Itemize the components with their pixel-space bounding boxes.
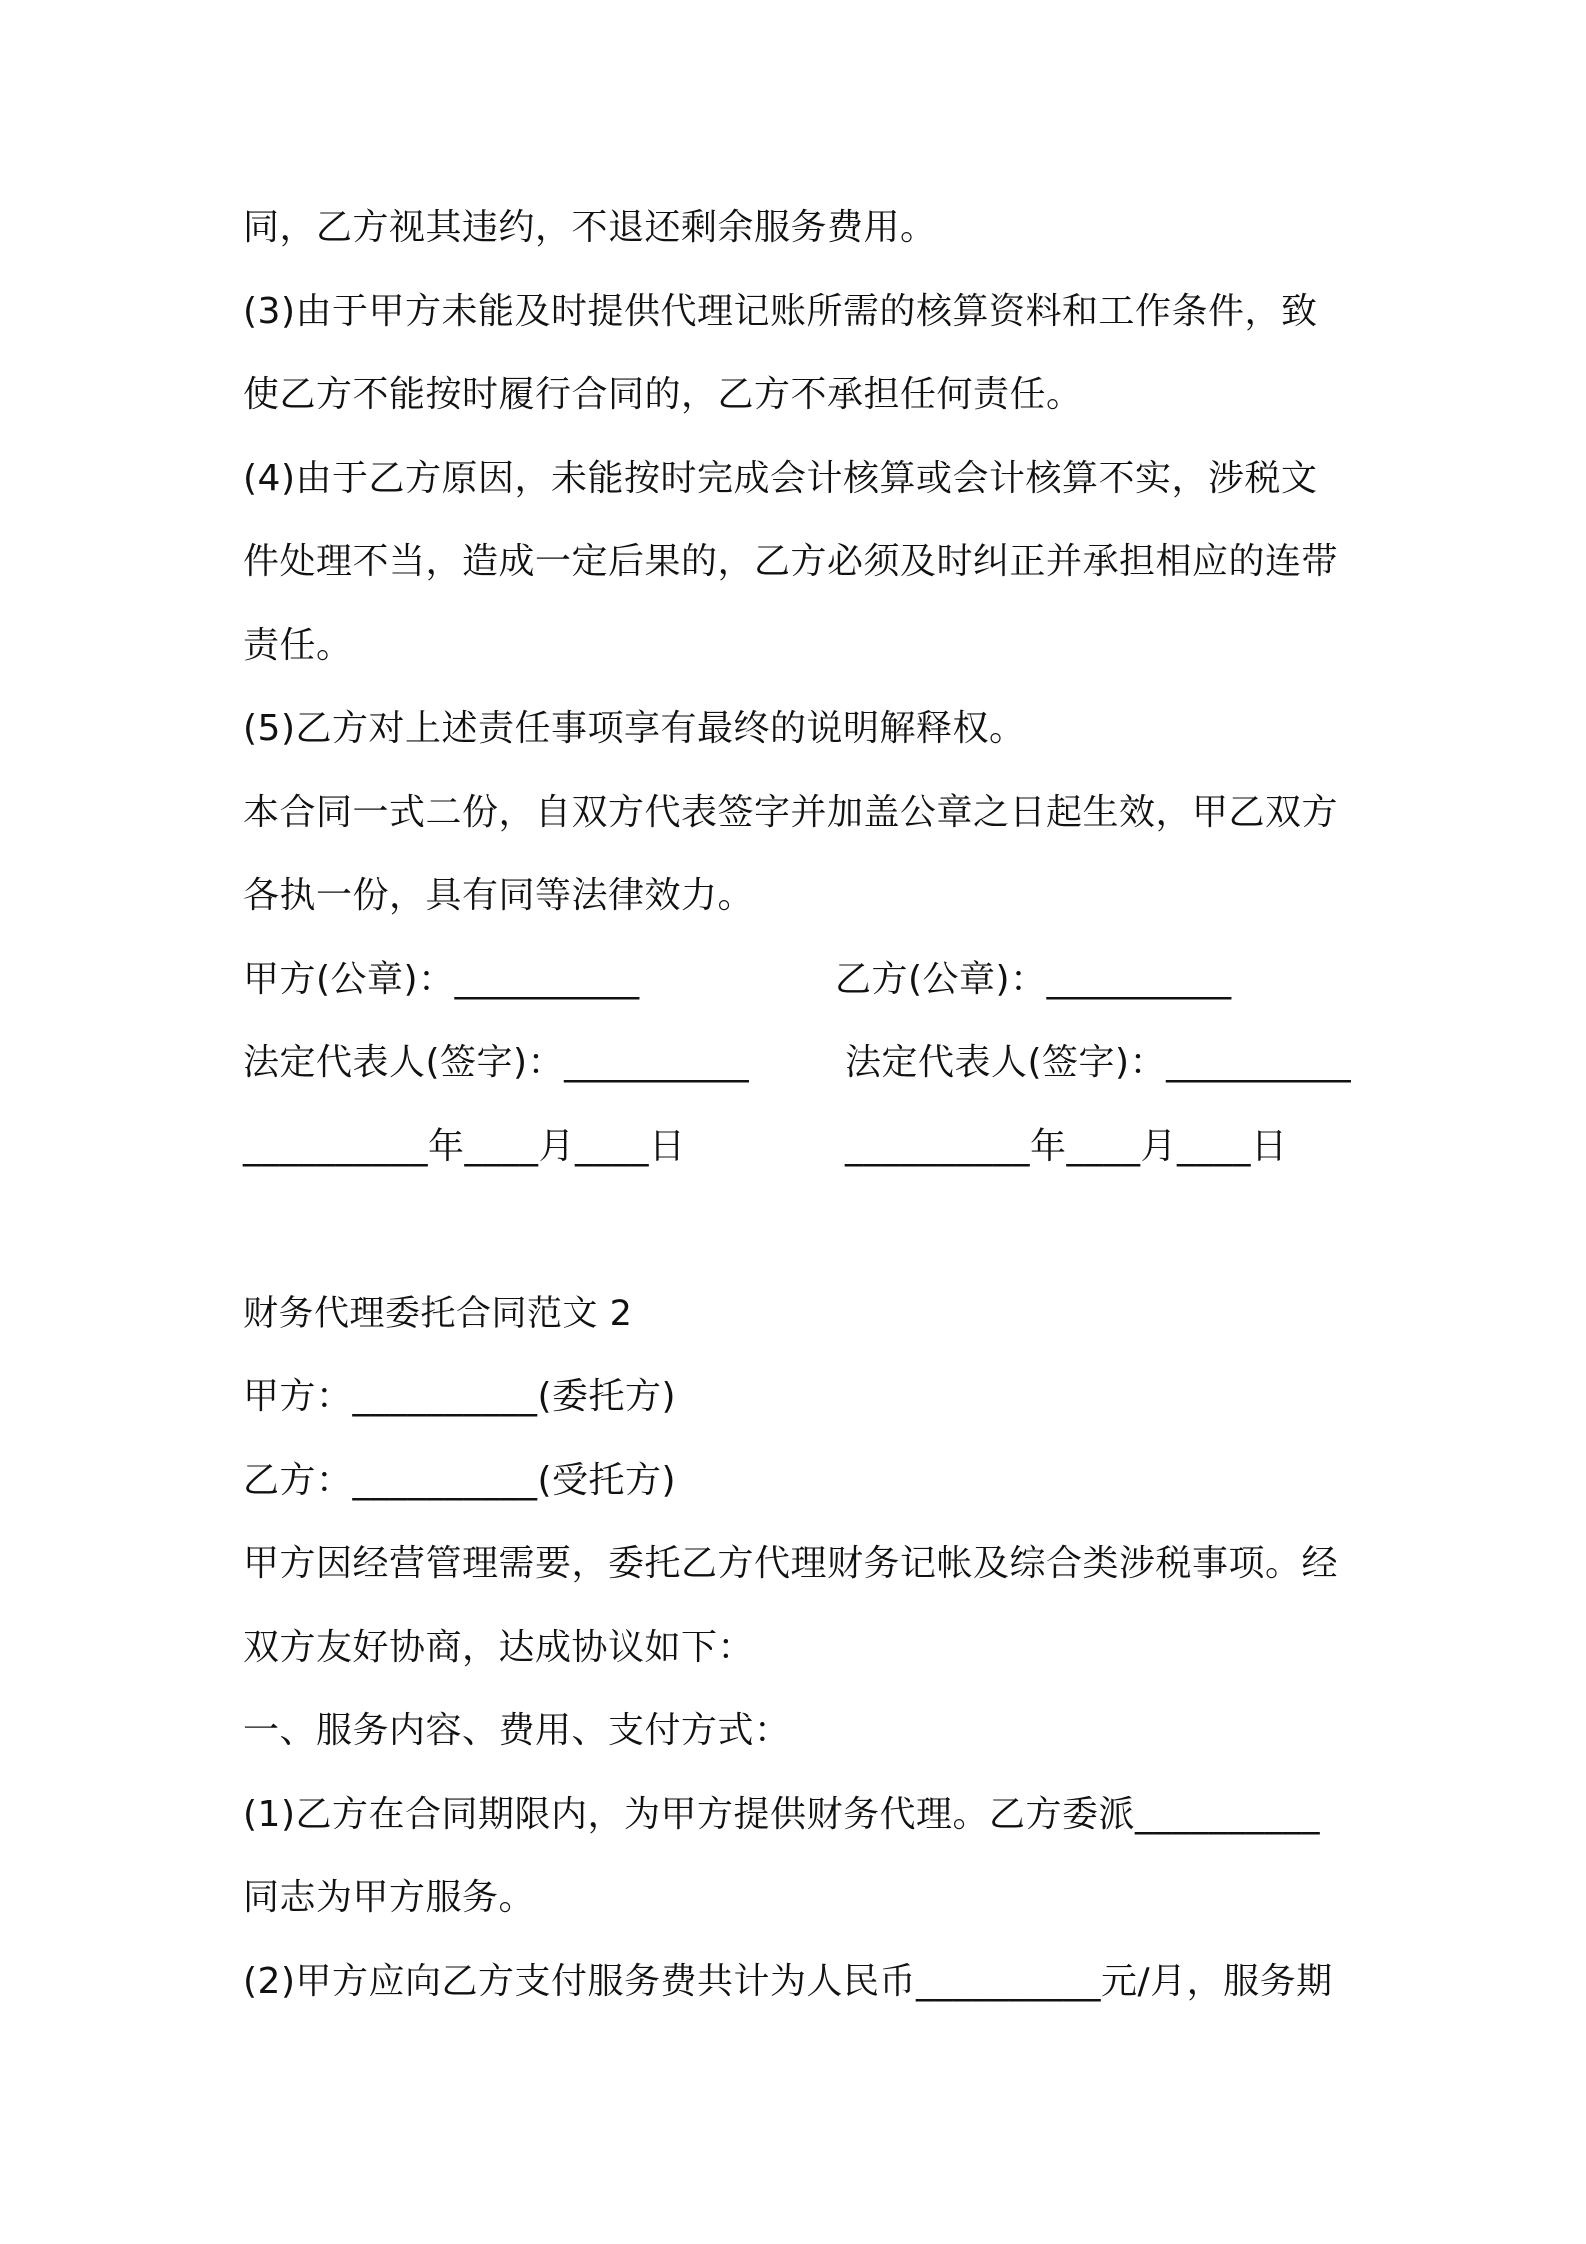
paragraph-line: 甲方因经营管理需要，委托乙方代理财务记帐及综合类涉税事项。经 xyxy=(243,1543,1339,1584)
section-title: 财务代理委托合同范文 2 xyxy=(243,1294,633,1334)
paragraph-line: (1)乙方在合同期限内，为甲方提供财务代理。乙方委派__________ xyxy=(243,1794,1320,1835)
paragraph-line: 本合同一式二份，自双方代表签字并加盖公章之日起生效，甲乙双方 xyxy=(243,792,1339,833)
paragraph-line: (4)由于乙方原因，未能按时完成会计核算或会计核算不实，涉税文 xyxy=(243,458,1318,499)
party-a-representative-field: 法定代表人(签字)：__________ xyxy=(243,1042,750,1083)
party-b-line: 乙方：__________(受托方) xyxy=(243,1460,677,1501)
paragraph-line: 使乙方不能按时履行合同的，乙方不承担任何责任。 xyxy=(243,374,1083,415)
party-a-seal-field: 甲方(公章)：__________ xyxy=(243,959,640,1000)
paragraph-line: (2)甲方应向乙方支付服务费共计为人民币__________元/月，服务期 xyxy=(243,1961,1333,2002)
party-b-representative-field: 法定代表人(签字)：__________ xyxy=(845,1042,1352,1083)
paragraph-line: 双方友好协商，达成协议如下： xyxy=(243,1627,755,1668)
party-a-line: 甲方：__________(委托方) xyxy=(243,1376,677,1417)
party-a-date-field: __________年____月____日 xyxy=(243,1126,686,1167)
paragraph-line: (5)乙方对上述责任事项享有最终的说明解释权。 xyxy=(243,708,1026,749)
paragraph-line: 件处理不当，造成一定后果的，乙方必须及时纠正并承担相应的连带 xyxy=(243,541,1339,582)
paragraph-line: (3)由于甲方未能及时提供代理记账所需的核算资料和工作条件，致 xyxy=(243,291,1318,332)
paragraph-line: 责任。 xyxy=(243,625,353,666)
paragraph-line: 同，乙方视其违约，不退还剩余服务费用。 xyxy=(243,207,937,248)
party-b-seal-field: 乙方(公章)：__________ xyxy=(835,959,1232,1000)
party-b-date-field: __________年____月____日 xyxy=(845,1126,1288,1167)
paragraph-line: 各执一份，具有同等法律效力。 xyxy=(243,875,755,916)
paragraph-line: 同志为甲方服务。 xyxy=(243,1877,536,1918)
clause-heading: 一、服务内容、费用、支付方式： xyxy=(243,1710,791,1751)
